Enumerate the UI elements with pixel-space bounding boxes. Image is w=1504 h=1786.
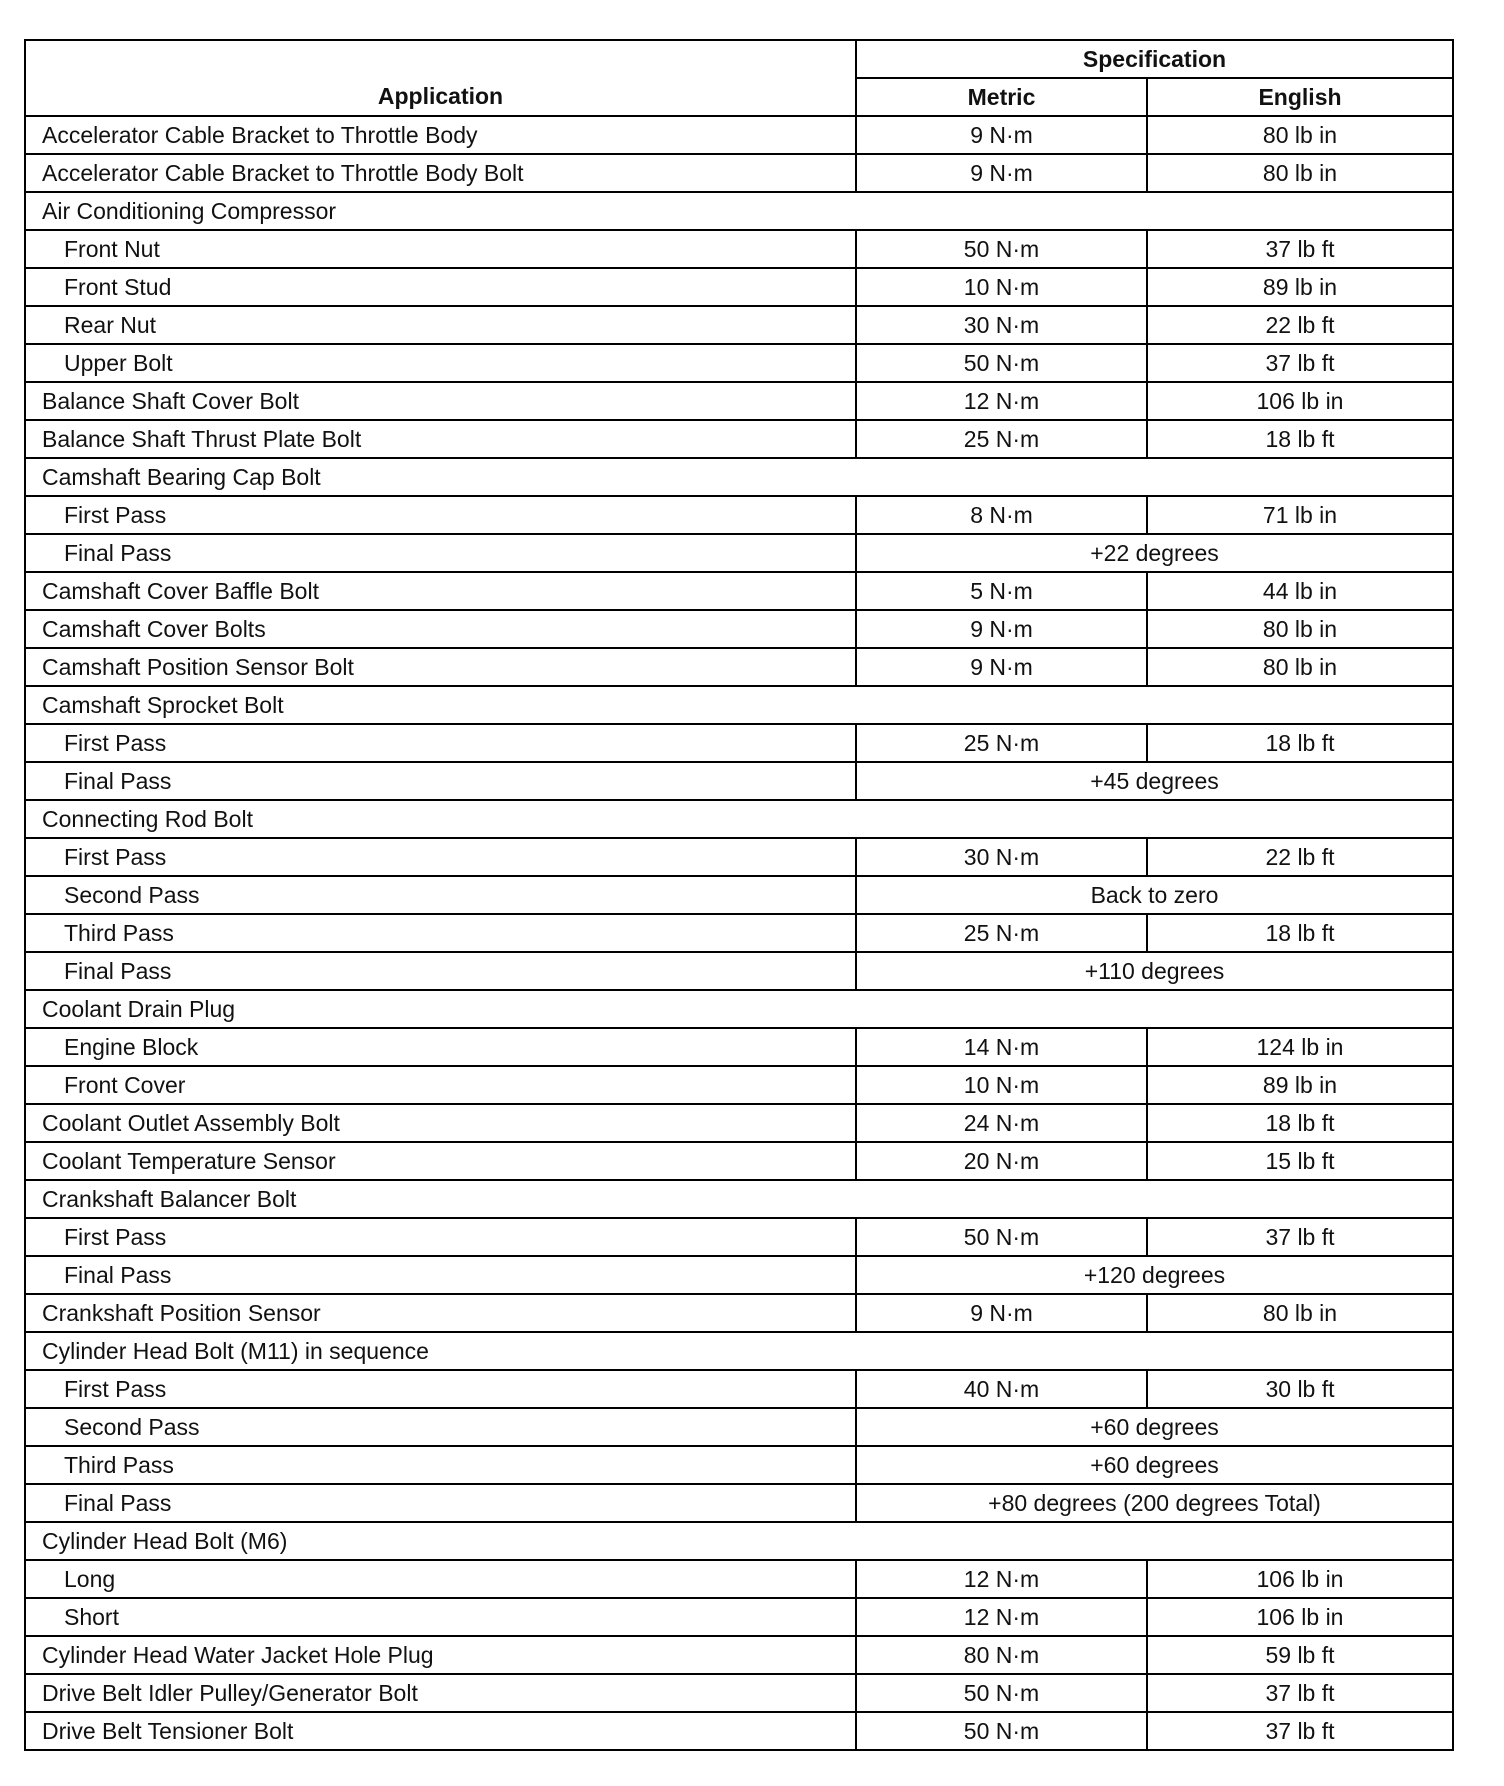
metric-cell: 50 N·m (856, 1712, 1147, 1750)
english-cell: 89 lb in (1147, 268, 1453, 306)
application-cell: Drive Belt Tensioner Bolt (25, 1712, 856, 1750)
english-cell: 37 lb ft (1147, 230, 1453, 268)
application-cell: Coolant Outlet Assembly Bolt (25, 1104, 856, 1142)
table-row (25, 1180, 1453, 1218)
metric-cell: 30 N·m (856, 306, 1147, 344)
table-header (25, 40, 1453, 116)
table-row (25, 344, 1453, 382)
application-sub-cell: Final Pass (25, 1484, 856, 1522)
table-row (25, 610, 1453, 648)
table-row (25, 306, 1453, 344)
metric-cell: 9 N·m (856, 1294, 1147, 1332)
application-sub-cell: Short (25, 1598, 856, 1636)
metric-cell: 12 N·m (856, 1598, 1147, 1636)
application-cell: Coolant Temperature Sensor (25, 1142, 856, 1180)
english-cell: 80 lb in (1147, 116, 1453, 154)
application-sub-cell: Rear Nut (25, 306, 856, 344)
english-cell: 18 lb ft (1147, 1104, 1453, 1142)
metric-cell: 40 N·m (856, 1370, 1147, 1408)
table-row (25, 1066, 1453, 1104)
english-cell: 18 lb ft (1147, 420, 1453, 458)
english-cell: 37 lb ft (1147, 1218, 1453, 1256)
table-row (25, 648, 1453, 686)
application-sub-cell: Final Pass (25, 534, 856, 572)
english-cell: 30 lb ft (1147, 1370, 1453, 1408)
table-row (25, 1560, 1453, 1598)
english-cell: 71 lb in (1147, 496, 1453, 534)
application-sub-cell: Third Pass (25, 1446, 856, 1484)
table-row (25, 1294, 1453, 1332)
metric-cell: 8 N·m (856, 496, 1147, 534)
combined-spec-cell: +45 degrees (856, 762, 1453, 800)
english-cell: 15 lb ft (1147, 1142, 1453, 1180)
application-sub-cell: Final Pass (25, 1256, 856, 1294)
application-sub-cell: Second Pass (25, 876, 856, 914)
table-row (25, 1028, 1453, 1066)
english-cell: 44 lb in (1147, 572, 1453, 610)
table-row (25, 1598, 1453, 1636)
combined-spec-cell: +60 degrees (856, 1446, 1453, 1484)
metric-cell: 50 N·m (856, 1218, 1147, 1256)
application-cell: Camshaft Sprocket Bolt (25, 686, 1453, 724)
metric-cell: 14 N·m (856, 1028, 1147, 1066)
english-cell: 22 lb ft (1147, 838, 1453, 876)
table-row (25, 838, 1453, 876)
metric-cell: 12 N·m (856, 382, 1147, 420)
metric-cell: 12 N·m (856, 1560, 1147, 1598)
table-row (25, 1446, 1453, 1484)
table-row (25, 230, 1453, 268)
metric-cell: 9 N·m (856, 154, 1147, 192)
header-row-top (25, 40, 1453, 78)
english-cell: 59 lb ft (1147, 1636, 1453, 1674)
metric-cell: 9 N·m (856, 610, 1147, 648)
metric-cell: 10 N·m (856, 1066, 1147, 1104)
application-sub-cell: Long (25, 1560, 856, 1598)
specification-header: Specification (856, 40, 1453, 78)
application-sub-cell: Engine Block (25, 1028, 856, 1066)
metric-cell: 25 N·m (856, 420, 1147, 458)
table-row (25, 762, 1453, 800)
metric-cell: 24 N·m (856, 1104, 1147, 1142)
english-cell: 18 lb ft (1147, 914, 1453, 952)
application-sub-cell: Second Pass (25, 1408, 856, 1446)
metric-cell: 5 N·m (856, 572, 1147, 610)
table-row (25, 800, 1453, 838)
application-sub-cell: First Pass (25, 496, 856, 534)
table-row (25, 382, 1453, 420)
table-row (25, 914, 1453, 952)
table-row (25, 1712, 1453, 1750)
application-cell: Accelerator Cable Bracket to Throttle Body (25, 116, 856, 154)
application-cell: Camshaft Bearing Cap Bolt (25, 458, 1453, 496)
application-cell: Camshaft Position Sensor Bolt (25, 648, 856, 686)
combined-spec-cell: +60 degrees (856, 1408, 1453, 1446)
metric-cell: 30 N·m (856, 838, 1147, 876)
application-sub-cell: Third Pass (25, 914, 856, 952)
application-cell: Cylinder Head Bolt (M6) (25, 1522, 1453, 1560)
english-header: English (1147, 78, 1453, 116)
combined-spec-cell: +22 degrees (856, 534, 1453, 572)
english-cell: 22 lb ft (1147, 306, 1453, 344)
metric-cell: 9 N·m (856, 116, 1147, 154)
application-cell: Camshaft Cover Baffle Bolt (25, 572, 856, 610)
torque-spec-table (24, 39, 1454, 1751)
english-cell: 80 lb in (1147, 610, 1453, 648)
application-cell: Balance Shaft Thrust Plate Bolt (25, 420, 856, 458)
metric-cell: 10 N·m (856, 268, 1147, 306)
table-row (25, 686, 1453, 724)
table-row (25, 1636, 1453, 1674)
application-sub-cell: Final Pass (25, 952, 856, 990)
table-row (25, 952, 1453, 990)
table-row (25, 1484, 1453, 1522)
english-cell: 37 lb ft (1147, 344, 1453, 382)
application-sub-cell: Final Pass (25, 762, 856, 800)
table-row (25, 116, 1453, 154)
table-row (25, 1104, 1453, 1142)
english-cell: 80 lb in (1147, 1294, 1453, 1332)
table-row (25, 1332, 1453, 1370)
english-cell: 106 lb in (1147, 382, 1453, 420)
application-cell: Air Conditioning Compressor (25, 192, 1453, 230)
metric-cell: 80 N·m (856, 1636, 1147, 1674)
application-cell: Balance Shaft Cover Bolt (25, 382, 856, 420)
application-sub-cell: First Pass (25, 724, 856, 762)
metric-cell: 25 N·m (856, 724, 1147, 762)
application-sub-cell: First Pass (25, 1370, 856, 1408)
english-cell: 18 lb ft (1147, 724, 1453, 762)
application-cell: Crankshaft Position Sensor (25, 1294, 856, 1332)
table-row (25, 1408, 1453, 1446)
application-cell: Crankshaft Balancer Bolt (25, 1180, 1453, 1218)
combined-spec-cell: +110 degrees (856, 952, 1453, 990)
table-row (25, 990, 1453, 1028)
english-cell: 37 lb ft (1147, 1712, 1453, 1750)
application-cell: Coolant Drain Plug (25, 990, 1453, 1028)
application-sub-cell: Upper Bolt (25, 344, 856, 382)
table-row (25, 268, 1453, 306)
application-sub-cell: Front Stud (25, 268, 856, 306)
combined-spec-cell: +80 degrees (200 degrees Total) (856, 1484, 1453, 1522)
table-row (25, 420, 1453, 458)
metric-cell: 20 N·m (856, 1142, 1147, 1180)
application-sub-cell: Front Cover (25, 1066, 856, 1104)
application-cell: Cylinder Head Bolt (M11) in sequence (25, 1332, 1453, 1370)
table-body (25, 116, 1453, 1750)
application-sub-cell: Front Nut (25, 230, 856, 268)
english-cell: 106 lb in (1147, 1598, 1453, 1636)
table-row (25, 534, 1453, 572)
english-cell: 89 lb in (1147, 1066, 1453, 1104)
table-row (25, 496, 1453, 534)
metric-cell: 25 N·m (856, 914, 1147, 952)
english-cell: 37 lb ft (1147, 1674, 1453, 1712)
metric-cell: 50 N·m (856, 230, 1147, 268)
metric-header: Metric (856, 78, 1147, 116)
table-row (25, 1218, 1453, 1256)
english-cell: 80 lb in (1147, 648, 1453, 686)
application-cell: Cylinder Head Water Jacket Hole Plug (25, 1636, 856, 1674)
table-row (25, 154, 1453, 192)
english-cell: 124 lb in (1147, 1028, 1453, 1066)
application-sub-cell: First Pass (25, 1218, 856, 1256)
english-cell: 106 lb in (1147, 1560, 1453, 1598)
table-row (25, 1256, 1453, 1294)
application-cell: Camshaft Cover Bolts (25, 610, 856, 648)
application-cell: Connecting Rod Bolt (25, 800, 1453, 838)
table-row (25, 1522, 1453, 1560)
table-row (25, 1142, 1453, 1180)
table-row (25, 876, 1453, 914)
table-row (25, 1674, 1453, 1712)
combined-spec-cell: Back to zero (856, 876, 1453, 914)
application-cell: Accelerator Cable Bracket to Throttle Body Bolt (25, 154, 856, 192)
combined-spec-cell: +120 degrees (856, 1256, 1453, 1294)
table-row (25, 192, 1453, 230)
metric-cell: 50 N·m (856, 1674, 1147, 1712)
english-cell: 80 lb in (1147, 154, 1453, 192)
metric-cell: 9 N·m (856, 648, 1147, 686)
application-sub-cell: First Pass (25, 838, 856, 876)
table-row (25, 458, 1453, 496)
table-row (25, 724, 1453, 762)
metric-cell: 50 N·m (856, 344, 1147, 382)
application-header: Application (25, 40, 856, 116)
table-row (25, 572, 1453, 610)
application-cell: Drive Belt Idler Pulley/Generator Bolt (25, 1674, 856, 1712)
table-row (25, 1370, 1453, 1408)
